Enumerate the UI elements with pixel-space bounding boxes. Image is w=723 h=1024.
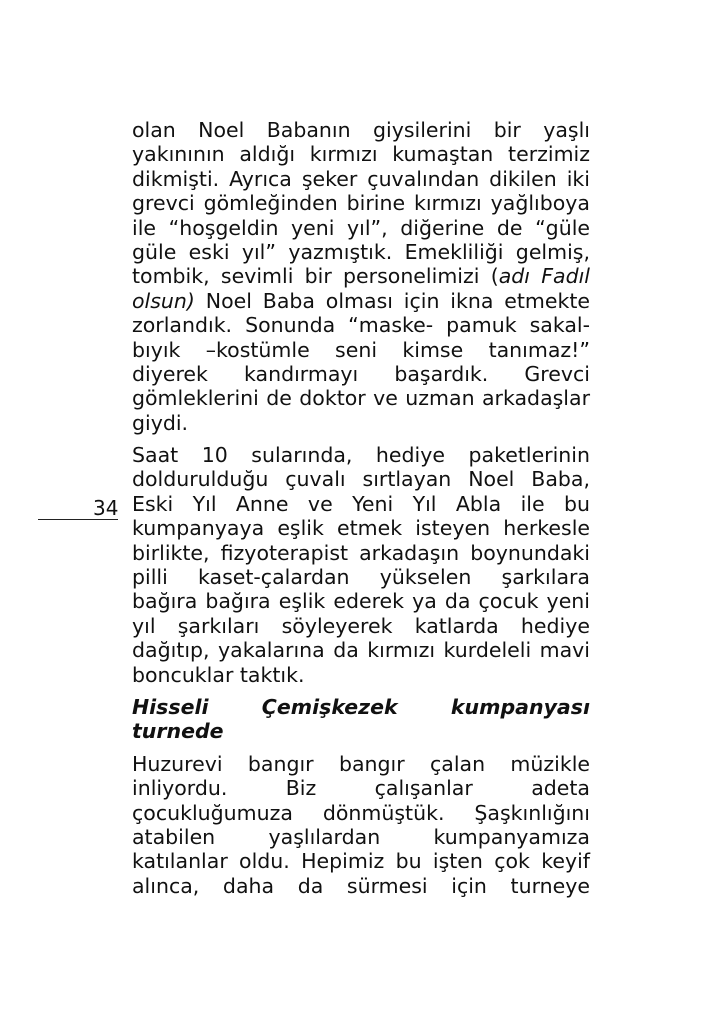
text-line <box>132 264 590 288</box>
text-line: giydi. <box>132 410 189 435</box>
text-line: grevci gömleğinden birine kırmızı yağlıboya <box>132 191 590 216</box>
text-line: diyerek kandırmayı başardık. Grevci <box>132 361 590 386</box>
text-segment: tombik, sevimli bir personelimizi ( <box>132 264 499 289</box>
text-line: yakınının aldığı kırmızı kumaştan terzimiz <box>132 142 590 167</box>
paragraph-2 <box>132 443 590 687</box>
text-line: kumpanyaya eşlik etmek isteyen herkesle <box>132 516 590 541</box>
text-line: yıl şarkıları söyleyerek katlarda hediye <box>132 613 590 638</box>
text-line: doldurulduğu çuvalı sırtlayan Noel Baba, <box>132 467 590 492</box>
text-line: pilli kaset-çalardan yükselen şarkılara <box>132 565 590 590</box>
page-number: 34 <box>93 496 119 520</box>
text-line: Saat 10 sularında, hediye paketlerinin <box>132 443 590 468</box>
text-line: katılanlar oldu. Hepimiz bu işten çok keyif <box>132 849 590 874</box>
text-line: atabilen yaşlılardan kumpanyamıza <box>132 824 590 849</box>
text-segment: Noel Baba olması için ikna etmekte <box>194 288 590 313</box>
text-line: Eski Yıl Anne ve Yeni Yıl Abla ile bu <box>132 491 590 516</box>
heading-line: Hisseli Çemişkezek kumpanyası <box>132 694 590 719</box>
text-line: zorlandık. Sonunda “maske- pamuk sakal- <box>132 313 590 338</box>
text-line: inliyordu. Biz çalışanlar adeta <box>132 776 590 801</box>
text-line: alınca, daha da sürmesi için turneye <box>132 873 590 898</box>
text-line: çocukluğumuza dönmüştük. Şaşkınlığını <box>132 800 590 825</box>
text-line: dikmişti. Ayrıca şeker çuvalından dikilen iki <box>132 166 590 191</box>
paragraph-1 <box>132 118 590 435</box>
text-line: gömleklerini de doktor ve uzman arkadaşlar <box>132 386 590 411</box>
heading-line: turnede <box>132 719 224 744</box>
text-line: Huzurevi bangır bangır çalan müzikle <box>132 751 590 776</box>
text-line <box>132 289 590 313</box>
text-line: bıyık –kostümle seni kimse tanımaz!” <box>132 337 590 362</box>
text-line: bağıra bağıra eşlik ederek ya da çocuk yeni <box>132 589 590 614</box>
text-line: güle eski yıl” yazmıştık. Emekliliği gelmiş, <box>132 239 590 264</box>
section-heading <box>132 695 590 744</box>
text-line: dağıtıp, yakalarına da kırmızı kurdeleli mavi <box>132 638 590 663</box>
text-line: boncuklar taktık. <box>132 662 305 687</box>
body-text <box>132 118 590 906</box>
text-line: ile “hoşgeldin yeni yıl”, diğerine de “güle <box>132 215 590 240</box>
text-line: olan Noel Babanın giysilerini bir yaşlı <box>132 118 590 142</box>
page-number-rule <box>38 519 118 520</box>
italic-segment: olsun) <box>132 288 195 313</box>
italic-segment: adı Fadıl <box>498 264 590 289</box>
text-line: birlikte, fizyoterapist arkadaşın boynundaki <box>132 540 590 565</box>
paragraph-3 <box>132 752 590 898</box>
